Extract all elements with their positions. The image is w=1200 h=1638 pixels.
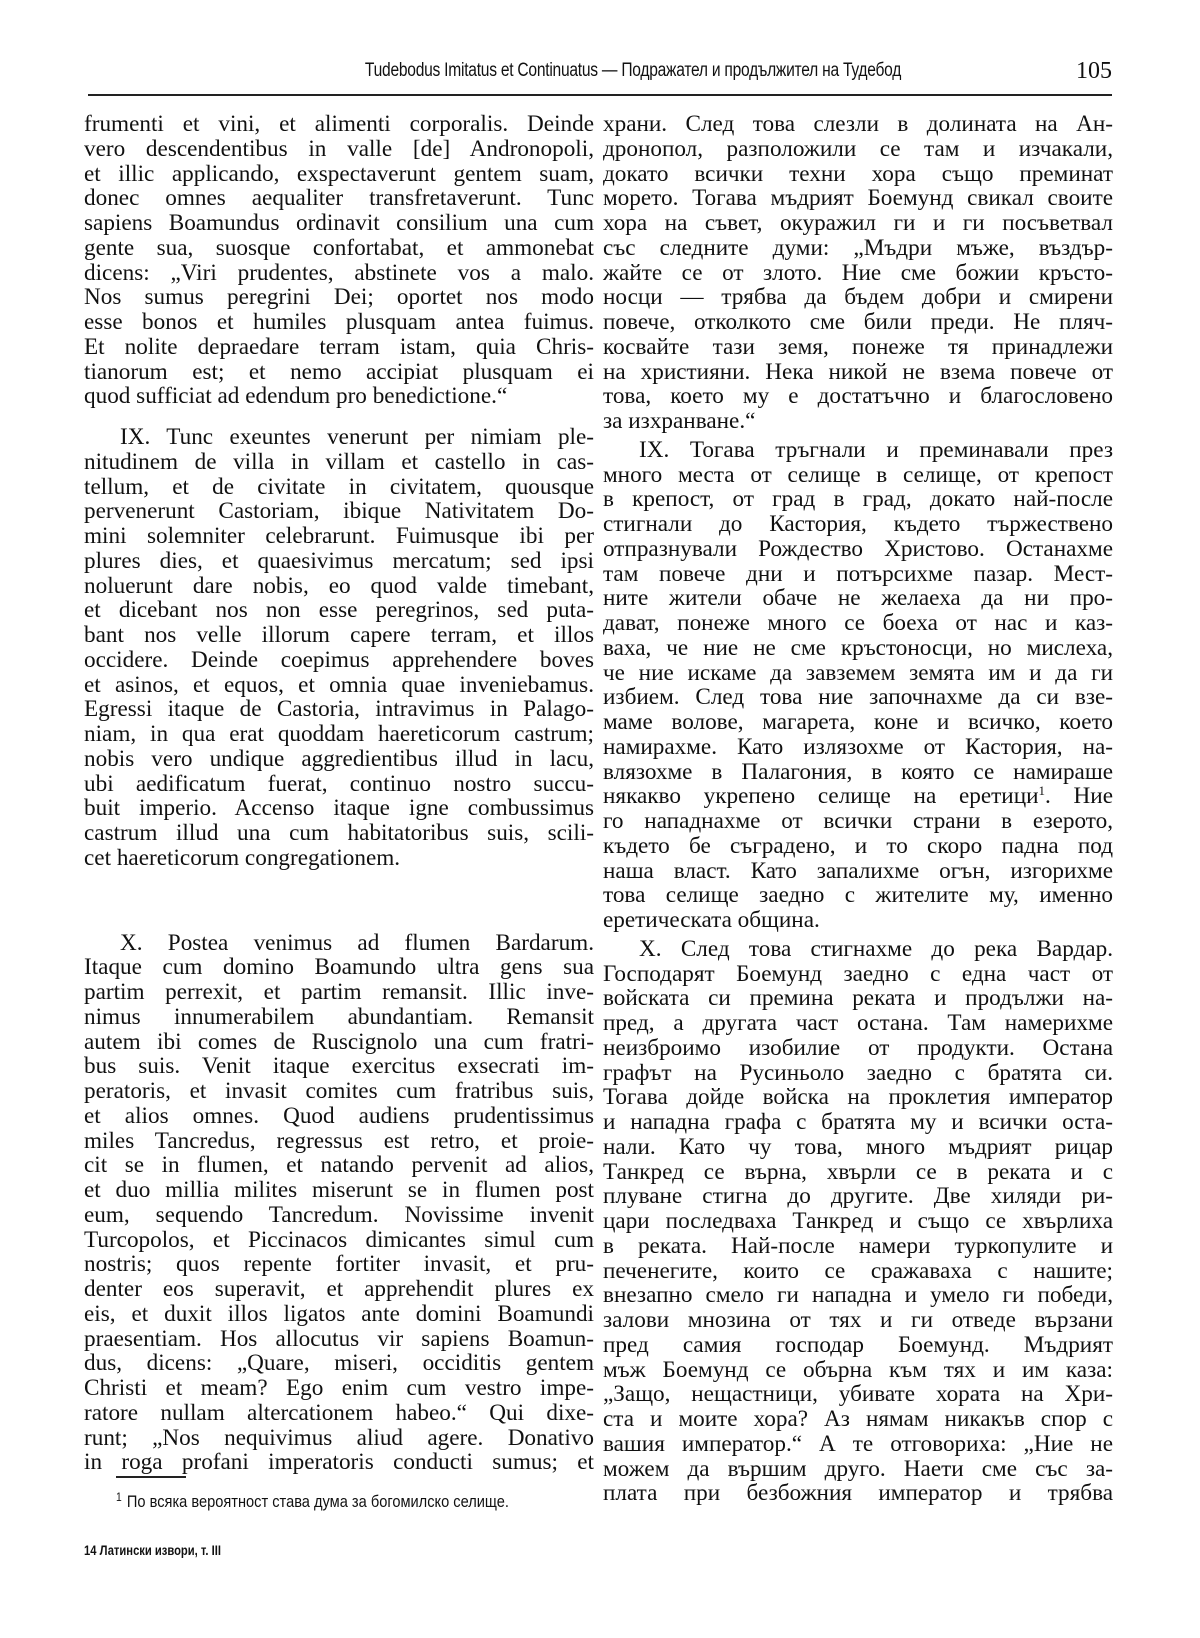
text-line: вашия император.“ А те отговориха: „Ние не [603,1430,1113,1457]
text-line: ubi aedificatum fuerat, continuo nostro succu- [84,770,594,797]
text-line: nitudinem de villa in villam et castello in cas- [84,448,594,475]
text-line: повече, отколкото сме били преди. Не пляч- [603,309,1113,335]
text-line: buit imperio. Accenso itaque igne combussimus [84,795,594,822]
text-line: дронопол, разположили се там и изчакали, [603,135,1113,162]
text-line: peratoris, et invasit comites cum fratribus suis, [84,1078,594,1104]
text-line: там повече дни и потърсихме пазар. Мест- [603,560,1113,587]
page-number: 105 [1076,58,1112,84]
text-line: esse bonos et humiles plusquam antea fuimus. [84,309,594,335]
text-line: eis, et duxit illos ligatos ante domini Boamundi [84,1300,594,1327]
text-line: отпразнували Рождество Христово. Останахме [603,535,1113,562]
text-line: et alios omnes. Quod audiens prudentissimus [84,1102,594,1129]
text-line: Itaque cum domino Boamundo ultra gens sua [84,954,594,981]
text-line: plures dies, et quaesivimus mercatum; sed ipsi [84,547,594,574]
text-line: et dicebant nos non esse peregrinos, sed puta- [84,597,594,624]
text-line: докато всички техни хора също преминат [603,160,1113,187]
text-line: dus, dicens: „Quare, miseri, occiditis gentem [84,1350,594,1377]
text-line: неизброимо изобилие от продукти. Остана [603,1034,1113,1061]
text-line: Господарят Боемунд заедно с една част от [603,960,1113,987]
footnote-marker: 1 [116,1490,122,1504]
text-line: еретическата община. [603,907,820,933]
text-line: castrum illud una cum habitatoribus suis, scili- [84,820,594,846]
text-line: gente sua, suosque confortabat, et ammonebat [84,234,594,261]
text-line: tianorum est; et nemo accipiat plusquam ei [84,358,594,385]
running-head [88,58,1112,96]
text-line: маме волове, магарета, коне и всичко, което [603,709,1113,735]
text-line: за изхранване.“ [603,408,756,434]
text-line: печенегите, които се сражаваха с нашите; [603,1257,1113,1284]
text-line: в реката. Най-после намери туркопулите и [603,1232,1113,1259]
text-line: пред, а другата част остана. Там намерихме [603,1010,1113,1036]
text-line: bant nos velle illorum capere terram, et illos [84,622,594,648]
text-line: нали. Като чу това, много мъдрият рицар [603,1133,1113,1160]
text-line: много места от селище в селище, от крепост [603,461,1113,488]
text-line: че ние искаме да завземем земята им и да ги [603,659,1113,686]
text-line: дават, понеже много се боеха от нас и каз- [603,610,1113,636]
paragraph [84,112,594,409]
text-line: frumenti et vini, et alimenti corporalis. Deinde [84,111,594,137]
text-line: графът на Русиньоло заедно с братята си. [603,1059,1113,1086]
text-line: niam, in qua erat quoddam haereticorum castrum; [84,721,594,747]
text-line: X. След това стигнахме до река Вардар. [639,935,1113,962]
text-line: cet haereticorum congregationem. [84,844,401,871]
printer-signature: 14 Латински извори, т. III [84,1542,221,1558]
text-line: praesentiam. Hos allocutus vir sapiens Boamun- [84,1325,594,1352]
text-line: наша власт. Като запалихме огън, изгорихме [603,857,1113,884]
text-line: „Защо, нещастници, убивате хората на Хри- [603,1381,1113,1408]
text-line: in roga profani imperatoris conducti sumus; et [84,1449,594,1476]
running-title: Tudebodus Imitatus et Continuatus — Подражател и продължител на Тудебод [364,60,902,81]
text-line: nobis vero undique aggredientibus illud in lacu, [84,745,594,772]
paragraph [603,438,1113,933]
text-line: носци — трябва да бъдем добри и смирени [603,284,1113,311]
text-line: плата при безбожния император и трябва [603,1480,1113,1507]
text-line: donec omnes aequaliter transfretaverunt. Tunc [84,185,594,212]
text-line: dicens: „Viri prudentes, abstinete vos a malo. [84,259,594,286]
text-line: влязохме в Палагония, в която се намираше [603,758,1113,785]
text-line: намирахме. Като излязохме от Кастория, на- [603,733,1113,760]
footnote [116,1492,509,1512]
text-line: et asinos, et equos, et omnia quae inveniebamus. [84,671,594,698]
text-line: et duo millia milites miserunt se in flumen post [84,1177,594,1203]
text-line: ratore nullam altercationem habeo.“ Qui dixe- [84,1399,594,1426]
text-line: със следните думи: „Мъдри мъже, въздър- [603,234,1113,261]
text-line: го нападнахме от всички страни в езерото, [603,808,1113,834]
paragraph [84,425,594,871]
text-line: това, което му е достатъчно и благословено [603,383,1113,410]
text-line: occidere. Deinde coepimus apprehendere boves [84,646,594,673]
text-line: Christi et meam? Ego enim cum vestro impe- [84,1375,594,1401]
text-line: autem ibi comes de Ruscignolo una cum fratri- [84,1028,594,1055]
text-line: cit se in flumen, et natando pervenit ad alios, [84,1152,594,1179]
text-line: избием. След това ние започнахме да си взе- [603,684,1113,711]
text-line: IX. Tunc exeuntes venerunt per nimiam ple- [120,424,594,450]
text-line: ваха, че ние не сме кръстоносци, но мислеха, [603,634,1113,661]
text-line: залови мнозина от тях и ги отведе вързани [603,1307,1113,1333]
text-line: mini solemniter celebrarunt. Fuimusque ibi per [84,523,594,549]
text-line: ста и моите хора? Аз нямам никакъв спор с [603,1406,1113,1432]
text-line: X. Postea venimus ad flumen Bardarum. [120,929,594,956]
text-line: морето. Тогава мъдрият Боемунд свикал своите [603,185,1113,212]
bulgarian-translation-column [603,112,1113,1506]
text-line: можем да вършим друго. Наети сме със за- [603,1455,1113,1482]
text-line: vero descendentibus in valle [de] Andronopoli, [84,135,594,162]
text-line: на християни. Нека никой не взема повече от [603,358,1113,385]
text-line: Nos sumus peregrini Dei; oportet nos modo [84,284,594,311]
text-line: bus suis. Venit itaque exercitus exsecrati im- [84,1053,594,1080]
footnote-rule [116,1476,186,1478]
text-line: tellum, et de civitate in civitatem, quousque [84,473,594,500]
text-line: мъж Боемунд се обърна към тях и им каза: [603,1356,1113,1383]
text-line: nostris; quos repente fortiter invasit, et pru- [84,1251,594,1278]
text-line: и нападна графа с братята му и всички оста- [603,1109,1113,1135]
text-line: стигнали до Кастория, където тържествено [603,511,1113,537]
text-line: IX. Тогава тръгнали и преминавали през [639,436,1113,463]
text-line: косвайте тази земя, понеже тя принадлежи [603,333,1113,360]
text-line: пред самия господар Боемунд. Мъдрият [603,1331,1113,1358]
paragraph [84,931,594,1476]
text-line: Тогава дойде войска на проклетия император [603,1084,1113,1111]
text-line: жайте се от злото. Ние сме божии кръсто- [603,259,1113,286]
text-line: Et nolite depraedare terram istam, quia Chris- [84,333,594,360]
text-line: някакво укрепено селище на еретици$^1$. Ние [603,783,1114,810]
text-line: войската си премина реката и продължи на- [603,985,1113,1012]
text-line: denter eos superavit, et apprehendit plures ex [84,1276,594,1302]
text-line: ните жители обаче не желаеха да ни про- [603,585,1113,612]
text-line: sapiens Boamundus ordinavit consilium una cum [84,210,594,236]
text-line: където бе съградено, и то скоро падна под [603,832,1113,859]
text-line: Танкред се върна, хвърли се в реката и с [603,1158,1113,1185]
paragraph-gap [84,871,594,931]
latin-text-column [84,112,594,1475]
text-line: quod sufficiat ad edendum pro benedictione.“ [84,383,508,410]
text-line: хора на съвет, окуражил ги и ги посъветвал [603,210,1113,236]
text-line: Turcopolos, et Piccinacos dimicantes simul cum [84,1226,594,1253]
text-line: miles Tancredus, regressus est retro, et proie- [84,1127,594,1154]
text-line: храни. След това слезли в долината на Ан- [603,111,1113,137]
text-line: partim perrexit, et partim remansit. Illic inve- [84,979,594,1005]
text-line: et illic applicando, exspectaverunt gentem suam, [84,160,594,187]
text-line: в крепост, от град в град, докато най-после [603,486,1113,513]
text-line: eum, sequendo Tancredum. Novissime invenit [84,1201,594,1228]
text-line: nimus innumerabilem abundantiam. Remansit [84,1003,594,1030]
text-line: това селище заедно с жителите му, именно [603,882,1113,909]
text-line: Egressi itaque de Castoria, intravimus in Palago- [84,696,594,723]
text-line: runt; „Nos nequivimus aliud agere. Donativo [84,1424,594,1451]
text-line: внезапно смело ги нападна и умело ги победи, [603,1282,1113,1309]
footnote-reference: 1 [1038,783,1046,799]
paragraph-gap [84,409,594,425]
paragraph [603,937,1113,1506]
footnote-text: По всяка вероятност става дума за богомилско селище. [126,1492,509,1511]
text-line: цари последваха Танкред и също се хвърлиха [603,1208,1113,1234]
text-line: pervenerunt Castoriam, ibique Nativitatem Do- [84,498,594,525]
text-line: noluerunt dare nobis, eo quod valde timebant, [84,572,594,599]
text-line: плуване стигна до другите. Две хиляди ри- [603,1183,1113,1210]
paragraph [603,112,1113,434]
